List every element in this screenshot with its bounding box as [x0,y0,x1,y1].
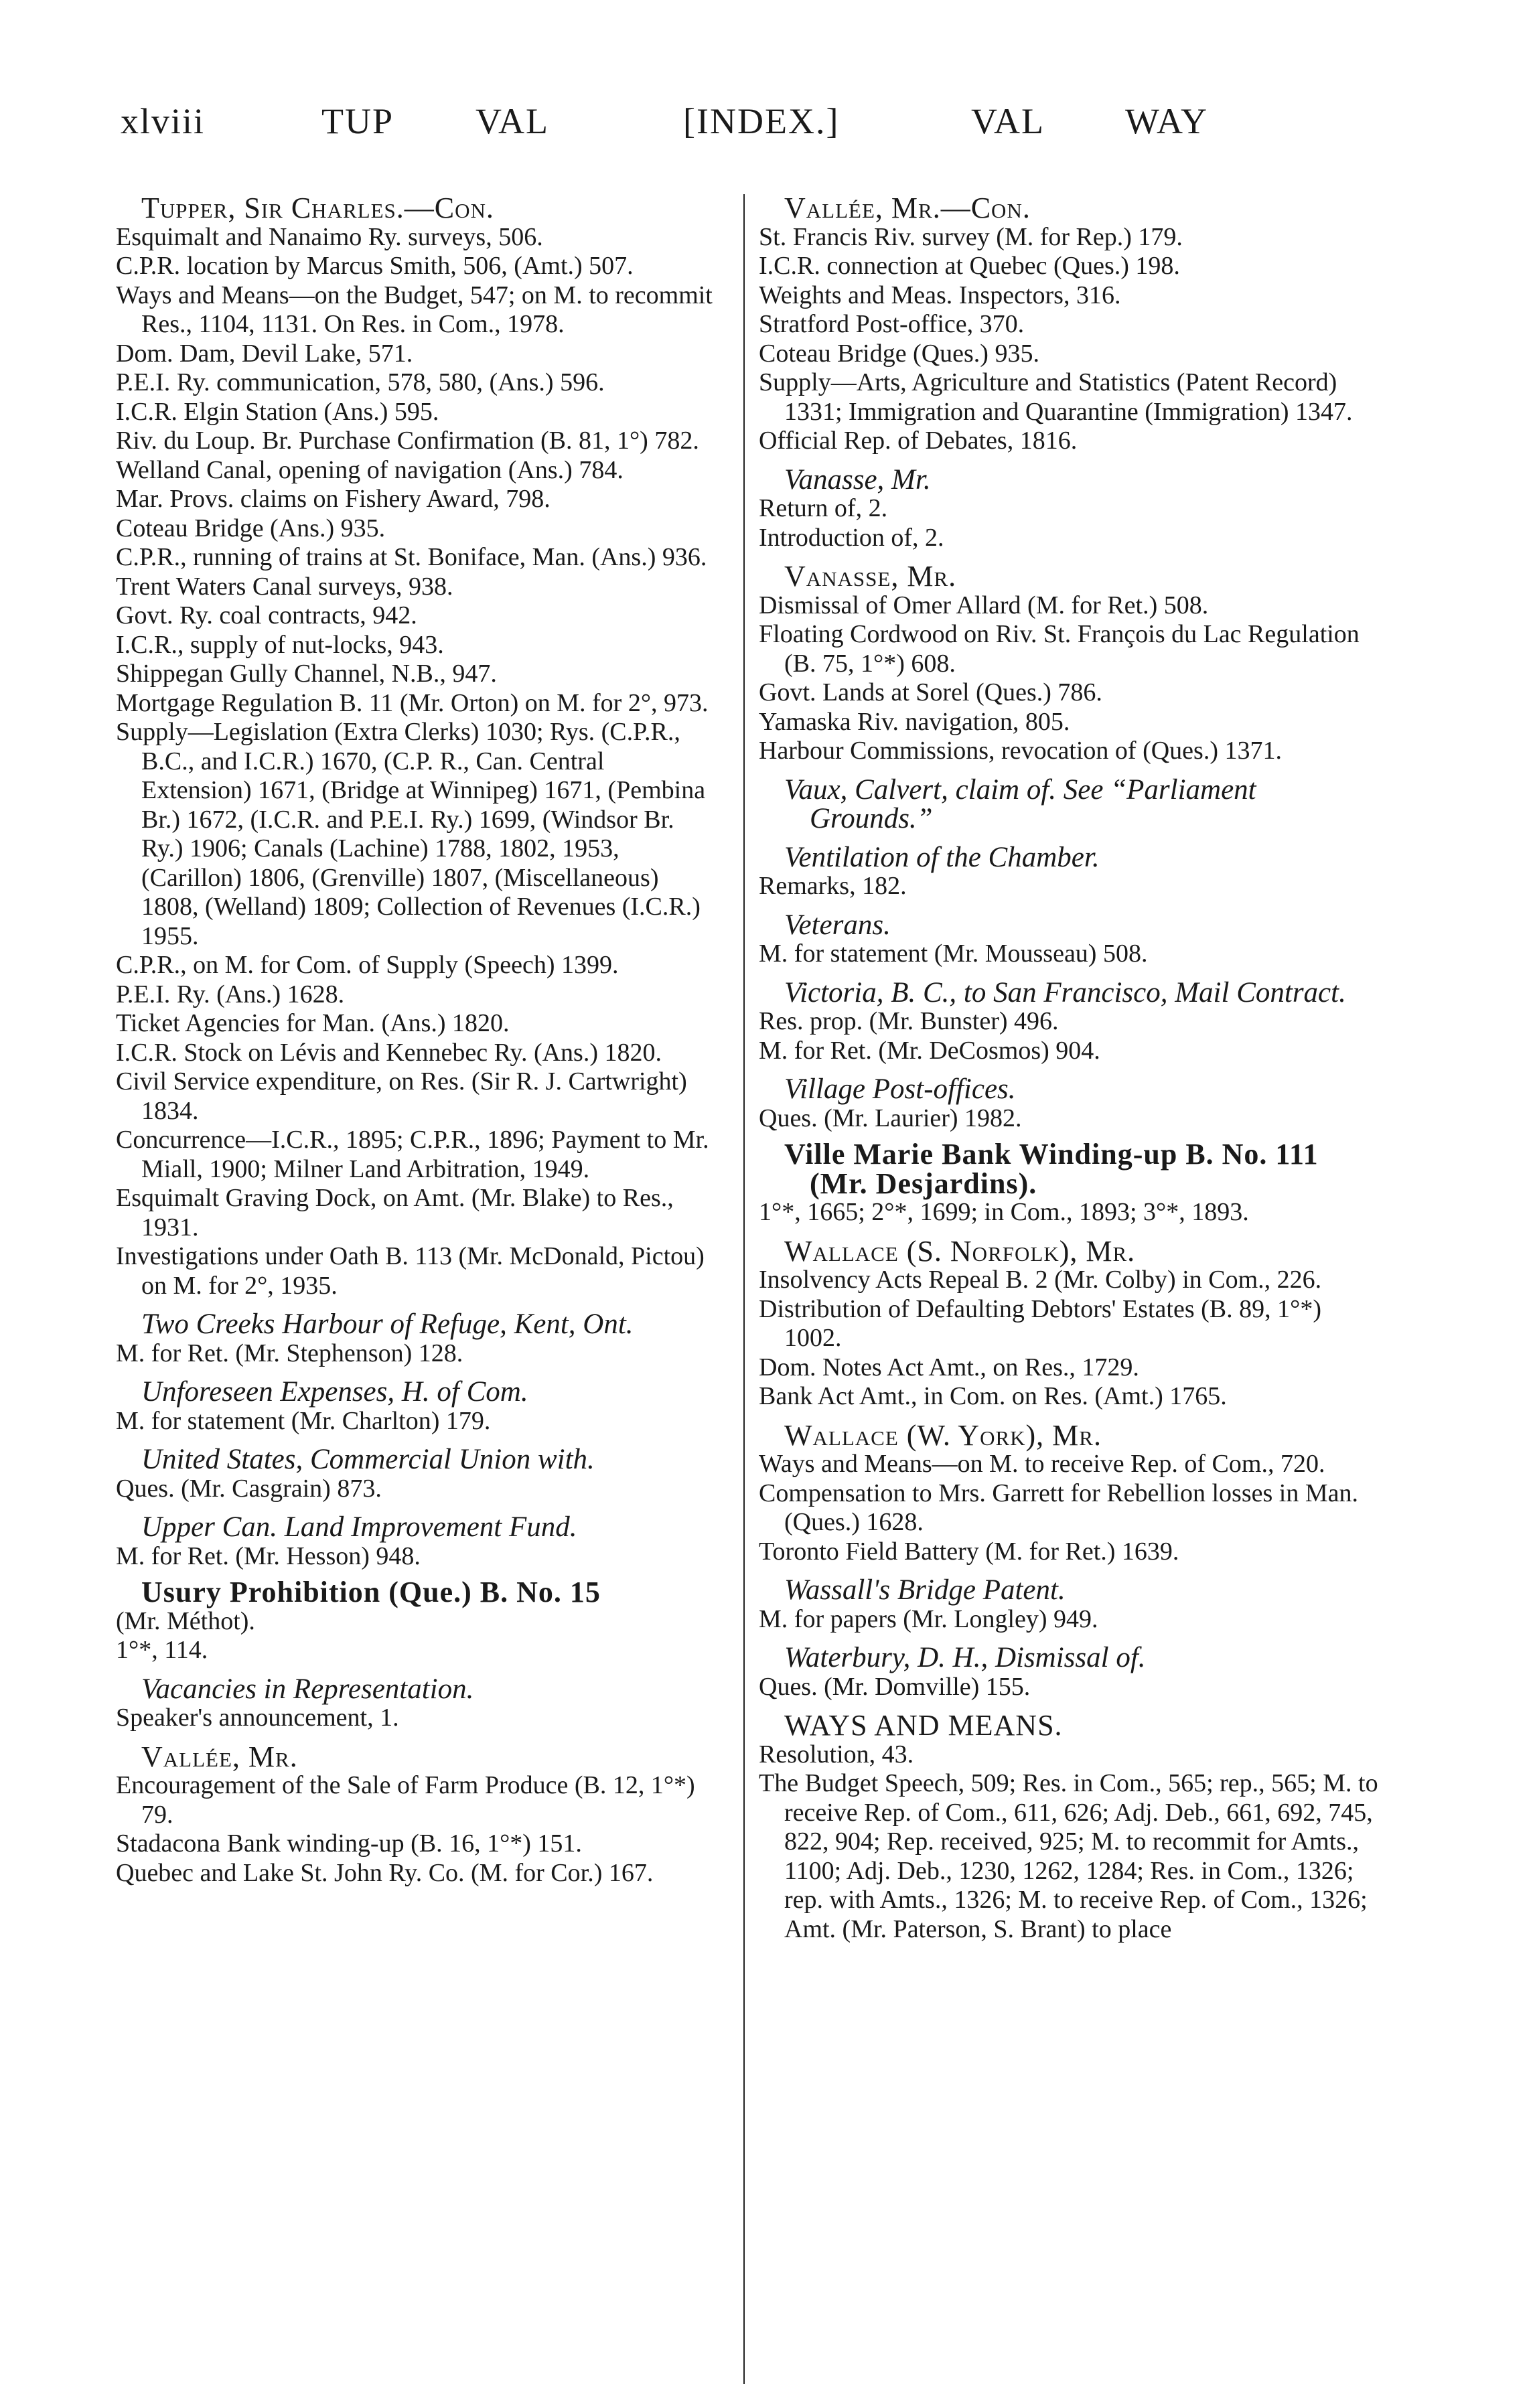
index-subentry: Speaker's announcement, 1. [116,1704,399,1732]
index-subentry: 1°*, 114. [116,1636,208,1664]
index-subentry: Ticket Agencies for Man. (Ans.) 1820. [116,1009,510,1037]
index-heading-bill: Ville Marie Bank Winding-up B. No. 111 (Mr. Desjardins). [784,1138,1319,1200]
index-heading: Veterans. [784,909,891,941]
index-subentry: Ques. (Mr. Laurier) 1982. [759,1104,1022,1132]
index-subentry: Official Rep. of Debates, 1816. [759,427,1078,455]
index-heading: Wassall's Bridge Patent. [784,1574,1066,1606]
index-heading-member: Vanasse, Mr. [784,560,957,593]
index-heading: Ventilation of the Chamber. [784,841,1100,873]
index-subentry: C.P.R., on M. for Com. of Supply (Speech) 1399. [116,951,619,979]
right-column [760,184,1380,1944]
index-subentry: M. for Ret. (Mr. Hesson) 948. [116,1541,421,1570]
header-word-4: WAY [1125,101,1209,141]
index-subentry: Govt. Ry. coal contracts, 942. [116,601,417,629]
index-subentry: Esquimalt Graving Dock, on Amt. (Mr. Blake) to Res., 1931. [116,1184,674,1241]
index-subentry: M. for papers (Mr. Longley) 949. [759,1604,1098,1633]
index-subentry: St. Francis Riv. survey (M. for Rep.) 179. [759,222,1183,251]
index-subentry: Bank Act Amt., in Com. on Res. (Amt.) 1765. [759,1382,1227,1410]
index-subentry: Introduction of, 2. [759,523,944,552]
index-subentry: M. for Ret. (Mr. DeCosmos) 904. [759,1036,1100,1065]
index-subentry: Floating Cordwood on Riv. St. François du Lac Regulation (B. 75, 1°*) 608. [759,620,1360,678]
index-subentry: Mortgage Regulation B. 11 (Mr. Orton) on M. for 2°, 973. [116,688,709,717]
index-subentry: Yamaska Riv. navigation, 805. [759,707,1070,736]
index-heading: Waterbury, D. H., Dismissal of. [784,1642,1146,1673]
index-heading: Vacancies in Representation. [141,1673,474,1705]
index-subentry: Coteau Bridge (Ques.) 935. [759,339,1039,368]
index-subentry: Ways and Means—on the Budget, 547; on M. to recommit Res., 1104, 1131. On Res. in Com., 1978. [116,281,713,338]
index-subentry: I.C.R. Stock on Lévis and Kennebec Ry. (Ans.) 1820. [116,1038,662,1067]
index-heading-member: Wallace (W. York), Mr. [784,1418,1102,1452]
header-section: [INDEX.] [683,101,840,141]
index-subentry: Supply—Arts, Agriculture and Statistics (Patent Record) 1331; Immigration and Quarantine (Immigration) 1347. [759,368,1353,426]
index-subentry: Harbour Commissions, revocation of (Ques.) 1371. [759,737,1282,765]
index-subentry: Esquimalt and Nanaimo Ry. surveys, 506. [116,222,543,251]
index-subentry: Resolution, 43. [759,1740,914,1769]
index-subentry: Coteau Bridge (Ans.) 935. [116,514,386,542]
index-heading: Unforeseen Expenses, H. of Com. [141,1376,528,1408]
index-heading: United States, Commercial Union with. [141,1444,595,1475]
index-subentry: Dom. Notes Act Amt., on Res., 1729. [759,1353,1139,1381]
index-subentry: Weights and Meas. Inspectors, 316. [759,281,1121,309]
index-subentry: Res. prop. (Mr. Bunster) 496. [759,1007,1059,1035]
header-word-1: TUP [321,101,394,141]
index-subentry: Encouragement of the Sale of Farm Produce (B. 12, 1°*) 79. [116,1771,695,1829]
index-subentry: I.C.R. Elgin Station (Ans.) 595. [116,397,439,426]
index-subentry: Ques. (Mr. Casgrain) 873. [116,1474,382,1503]
index-subentry: (Mr. Méthot). [116,1606,255,1635]
index-subentry: Welland Canal, opening of navigation (Ans.) 784. [116,455,624,484]
index-subentry: Quebec and Lake St. John Ry. Co. (M. for Cor.) 167. [116,1858,654,1887]
index-subentry: Compensation to Mrs. Garrett for Rebellion losses in Man. (Ques.) 1628. [759,1479,1358,1536]
column-divider [743,194,745,2384]
index-subentry: Distribution of Defaulting Debtors' Estates (B. 89, 1°*) 1002. [759,1294,1321,1352]
index-heading: Two Creeks Harbour of Refuge, Kent, Ont. [141,1308,634,1340]
index-heading-member: WAYS AND MEANS. [784,1709,1063,1742]
header-word-2: VAL [476,101,550,141]
index-subentry: Shippegan Gully Channel, N.B., 947. [116,660,497,688]
left-column [117,184,720,1888]
index-subentry: Mar. Provs. claims on Fishery Award, 798. [116,485,551,513]
index-heading: Vanasse, Mr. [784,463,931,496]
index-subentry: Toronto Field Battery (M. for Ret.) 1639. [759,1537,1179,1566]
running-header [121,100,1393,154]
index-subentry: M. for Ret. (Mr. Stephenson) 128. [116,1339,463,1367]
index-subentry: Govt. Lands at Sorel (Ques.) 786. [759,678,1102,706]
index-subentry: Remarks, 182. [759,872,907,900]
index-subentry: 1°*, 1665; 2°*, 1699; in Com., 1893; 3°*, 1893. [759,1198,1249,1226]
index-heading-member: Wallace (S. Norfolk), Mr. [784,1234,1136,1268]
index-subentry: P.E.I. Ry. (Ans.) 1628. [116,980,345,1008]
index-subentry: Stratford Post-office, 370. [759,310,1025,338]
index-subentry: Return of, 2. [759,494,888,522]
page-number: xlviii [121,101,206,141]
index-heading-member: Tupper, Sir Charles.—Con. [141,192,494,224]
index-subentry: M. for statement (Mr. Mousseau) 508. [759,939,1148,968]
index-subentry: M. for statement (Mr. Charlton) 179. [116,1406,491,1435]
index-heading-member: Vallée, Mr. [141,1740,298,1773]
index-subentry: Dom. Dam, Devil Lake, 571. [116,339,413,368]
index-subentry: C.P.R. location by Marcus Smith, 506, (Amt.) 507. [116,252,634,280]
index-subentry: Concurrence—I.C.R., 1895; C.P.R., 1896; Payment to Mr. Miall, 1900; Milner Land Arbitration, 1949. [116,1126,709,1183]
index-subentry: Stadacona Bank winding-up (B. 16, 1°*) 151. [116,1829,582,1858]
index-subentry: Dismissal of Omer Allard (M. for Ret.) 508. [759,591,1209,619]
index-heading-member: Vallée, Mr.—Con. [784,192,1031,224]
index-subentry: Trent Waters Canal surveys, 938. [116,572,453,601]
index-heading: Village Post-offices. [784,1073,1016,1105]
index-heading-bill: Usury Prohibition (Que.) B. No. 15 [141,1576,601,1608]
index-subentry: Ways and Means—on M. to receive Rep. of Com., 720. [759,1450,1325,1478]
index-heading: Upper Can. Land Improvement Fund. [141,1511,577,1543]
index-subentry: I.C.R., supply of nut-locks, 943. [116,630,444,659]
index-subentry: The Budget Speech, 509; Res. in Com., 565; rep., 565; M. to receive Rep. of Com., 611, 626; Adj. Deb., 661, 692, 745, 822, 904; Rep. received, 925; M. to recommit for Amts., 1100; Adj. Deb., 1230, 1262, 1284; Res. in Com., 1326; rep. with Amts., 1326; M. to receive Rep. of Com., 1326; Amt. (Mr. Paterson, S. Brant) to place [759,1769,1378,1943]
index-subentry: Investigations under Oath B. 113 (Mr. McDonald, Pictou) on M. for 2°, 1935. [116,1242,705,1300]
index-subentry: Ques. (Mr. Domville) 155. [759,1672,1031,1701]
header-word-3: VAL [971,101,1045,141]
index-subentry: Riv. du Loup. Br. Purchase Confirmation (B. 81, 1°) 782. [116,427,699,455]
index-heading: Victoria, B. C., to San Francisco, Mail Contract. [784,976,1346,1008]
index-subentry: I.C.R. connection at Quebec (Ques.) 198. [759,252,1180,280]
index-subentry: P.E.I. Ry. communication, 578, 580, (Ans.) 596. [116,368,605,396]
index-subentry: Supply—Legislation (Extra Clerks) 1030; Rys. (C.P.R., B.C., and I.C.R.) 1670, (C.P. R., Can. Central Extension) 1671, (Bridge at Winnipeg) 1671, (Pembina Br.) 1672, (I.C.R. and P.E.I. Ry.) 1699, (Windsor Br. Ry.) 1906; Canals (Lachine) 1788, 1802, 1953, (Carillon) 1806, (Grenville) 1807, (Miscellaneous) 1808, (Welland) 1809; Collection of Revenues (I.C.R.) 1955. [116,718,706,950]
index-subentry: C.P.R., running of trains at St. Boniface, Man. (Ans.) 936. [116,543,707,571]
index-heading: Vaux, Calvert, claim of. See “Parliament Grounds.” [784,773,1256,834]
index-subentry: Insolvency Acts Repeal B. 2 (Mr. Colby) in Com., 226. [759,1266,1322,1294]
index-subentry: Civil Service expenditure, on Res. (Sir R. J. Cartwright) 1834. [116,1067,687,1125]
